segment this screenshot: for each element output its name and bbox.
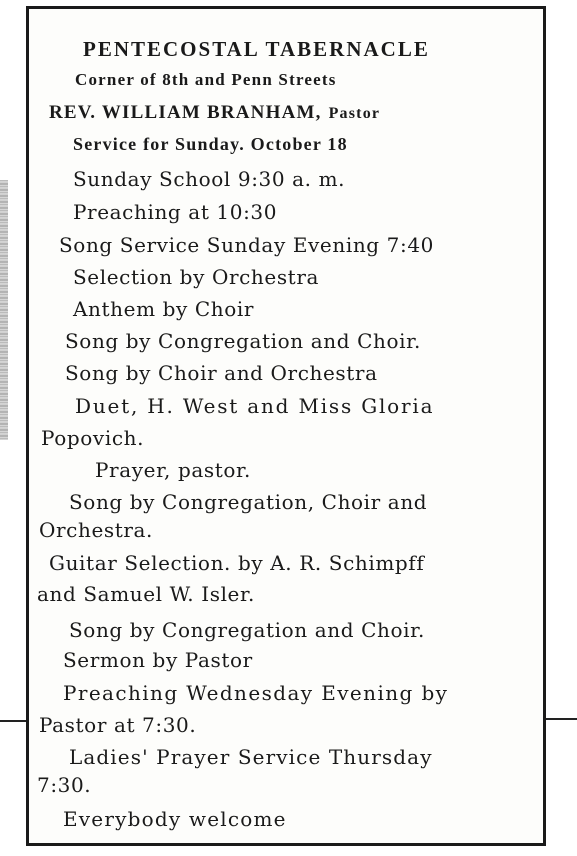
scan-edge-shadow [0, 180, 8, 440]
program-line: Pastor at 7:30. [39, 713, 197, 737]
program-line: Song by Choir and Orchestra [65, 361, 378, 385]
pastor-role: Pastor [328, 105, 381, 122]
program-line: Preaching Wednesday Evening by [63, 681, 449, 705]
notice-title: PENTECOSTAL TABERNACLE [83, 37, 430, 61]
program-line: Song by Congregation and Choir. [65, 329, 422, 353]
newspaper-clipping [26, 6, 546, 846]
pastor-line [49, 101, 380, 122]
program-line: Everybody welcome [63, 807, 287, 831]
page-rule-left [0, 720, 28, 722]
program-line: and Samuel W. Isler. [37, 582, 255, 606]
program-line: Song by Congregation and Choir. [69, 618, 426, 642]
program-line: Ladies' Prayer Service Thursday [69, 745, 433, 769]
program-line: Popovich. [41, 426, 145, 450]
program-line: Song Service Sunday Evening 7:40 [59, 233, 434, 257]
program-line: Sunday School 9:30 a. m. [73, 167, 346, 191]
program-line: Anthem by Choir [73, 297, 255, 321]
program-line: Guitar Selection. by A. R. Schimpff [49, 551, 425, 575]
program-line: Duet, H. West and Miss Gloria [75, 394, 435, 418]
program-line: Preaching at 10:30 [73, 200, 278, 224]
pastor-name: REV. WILLIAM BRANHAM, [49, 102, 322, 123]
program-line: 7:30. [37, 773, 92, 797]
service-heading: Service for Sunday. October 18 [73, 134, 348, 154]
notice-location: Corner of 8th and Penn Streets [75, 70, 337, 89]
program-line: Prayer, pastor. [95, 458, 251, 482]
program-line: Sermon by Pastor [63, 648, 253, 672]
program-line: Song by Congregation, Choir and [69, 490, 428, 514]
program-line: Orchestra. [39, 518, 154, 542]
program-line: Selection by Orchestra [73, 265, 320, 289]
